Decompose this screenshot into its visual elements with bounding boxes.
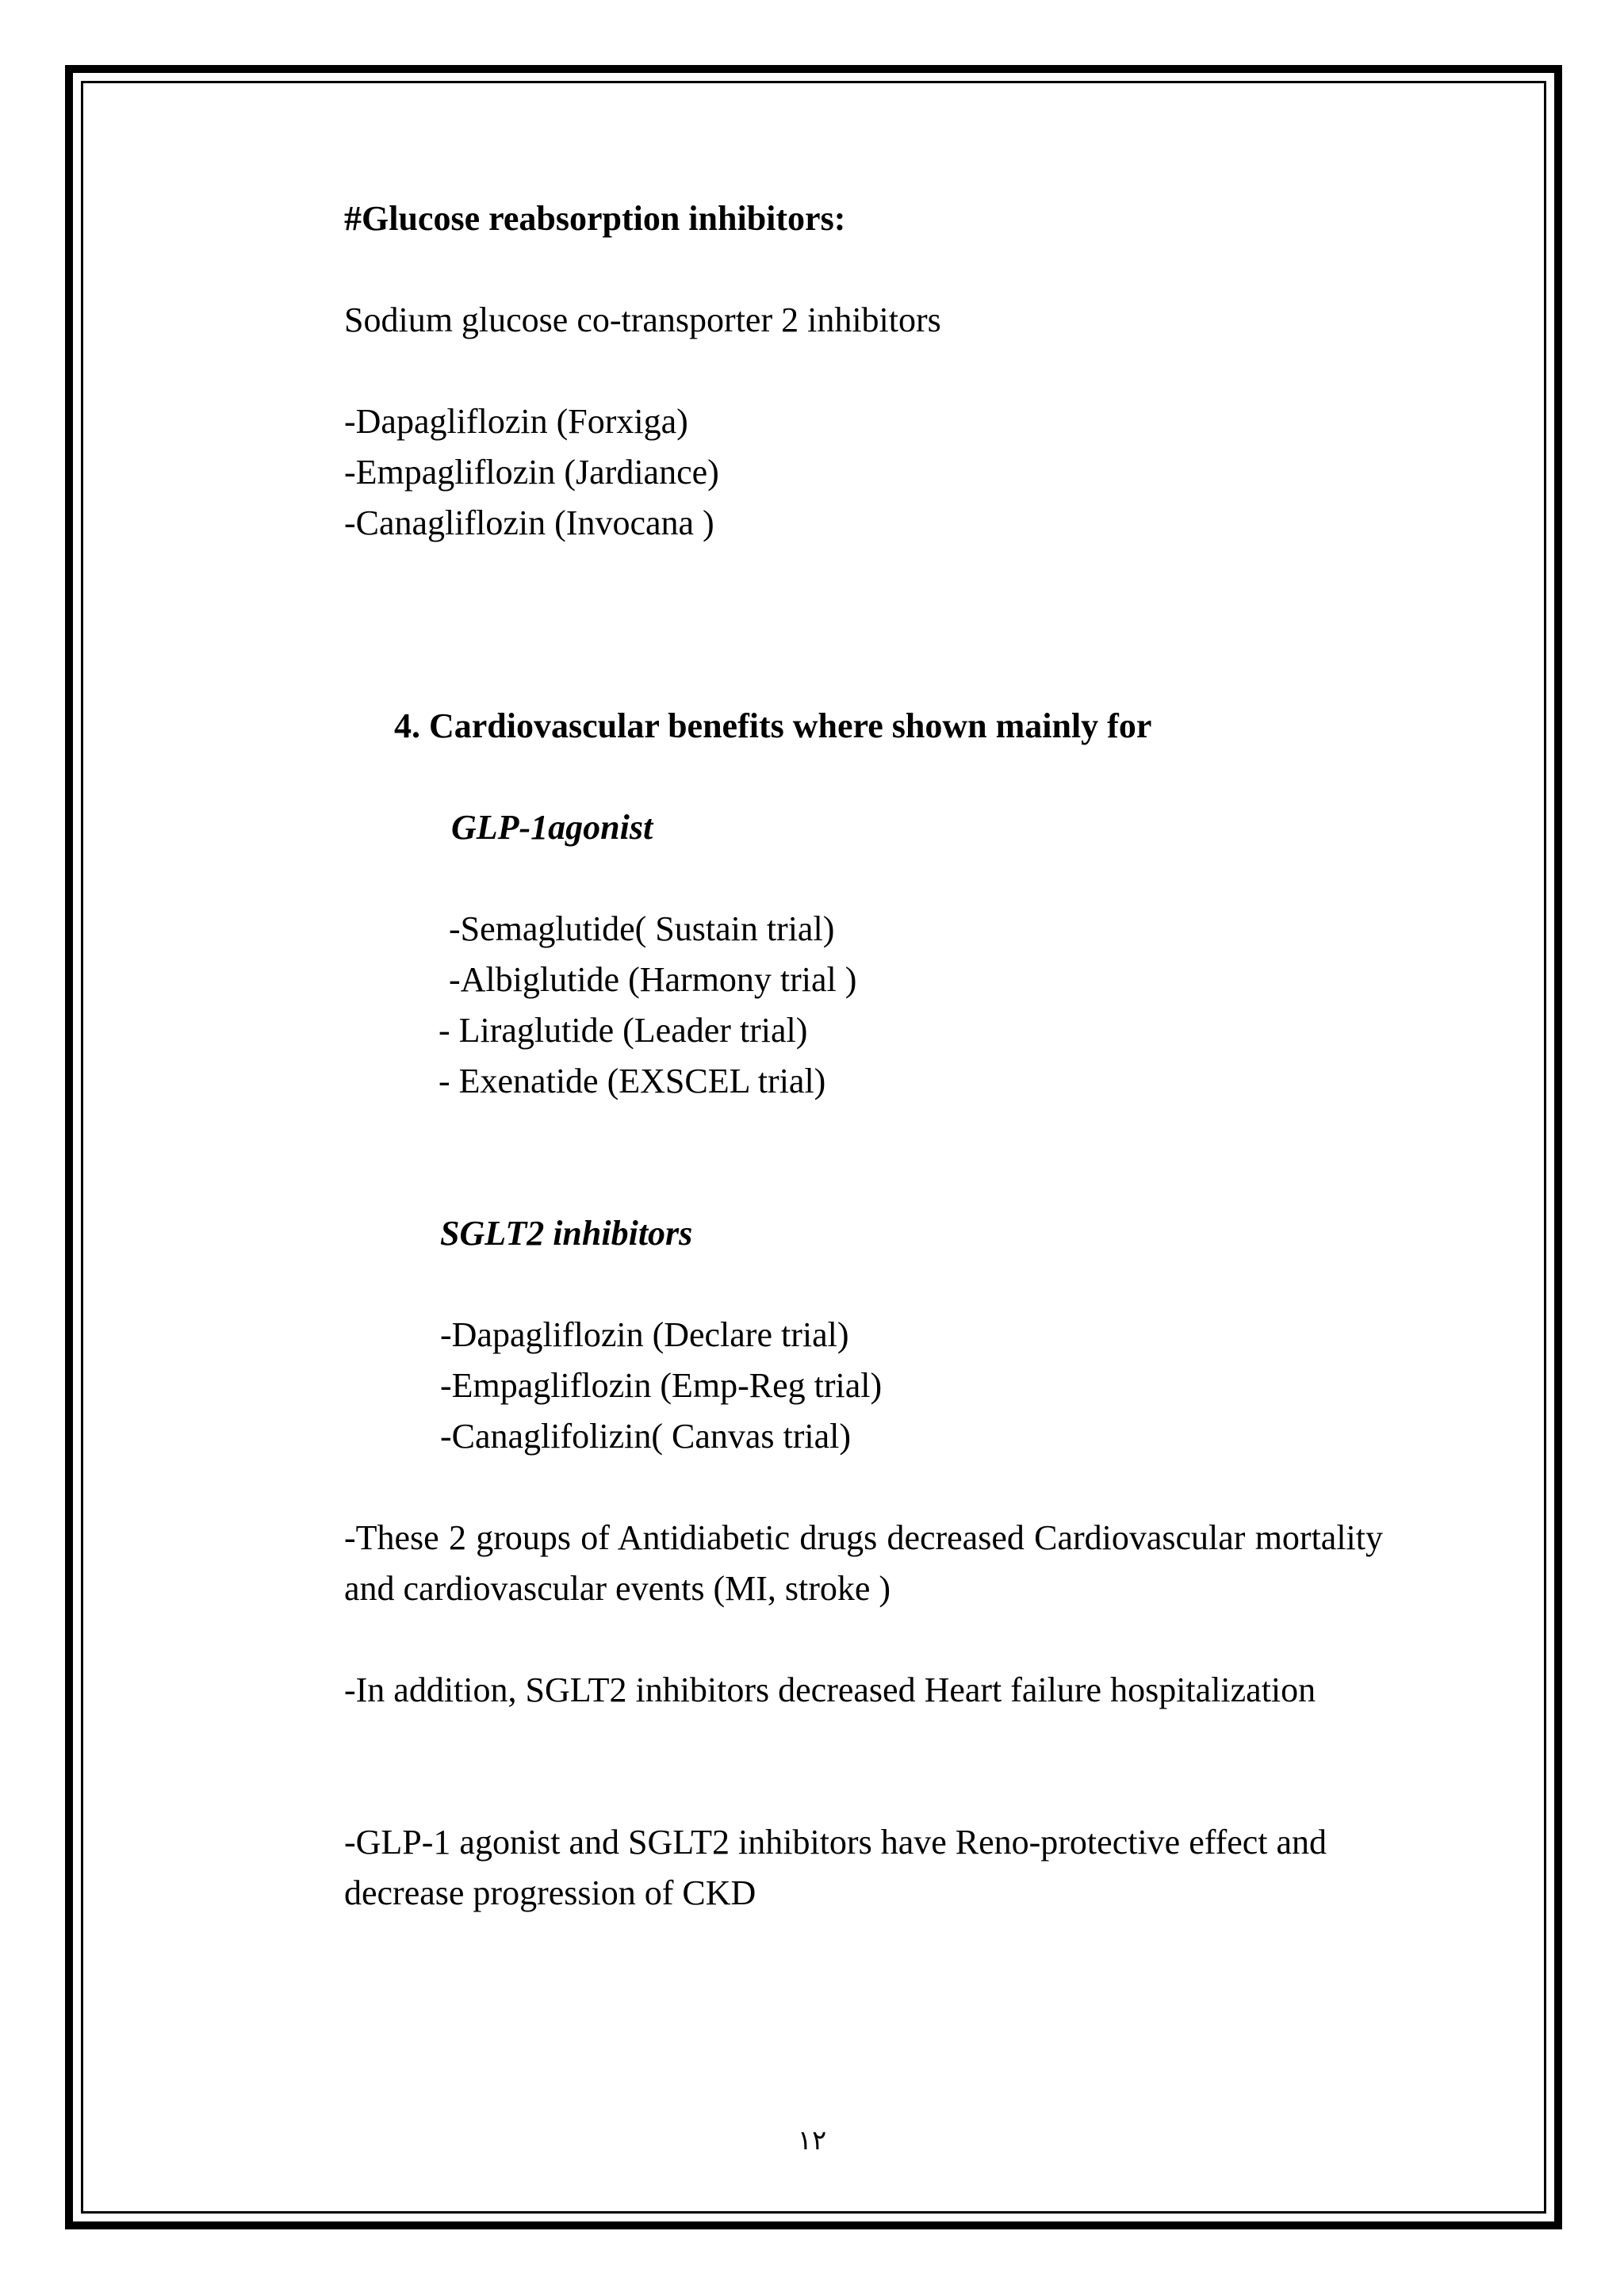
subheading-sglt2-inhibitors: SGLT2 inhibitors [440,1214,693,1253]
trial-list-item: - Exenatide (EXSCEL trial) [439,1062,826,1100]
trial-list-item: -Canaglifolizin( Canvas trial) [440,1417,852,1456]
paragraph-heart-failure: -In addition, SGLT2 inhibitors decreased Heart failure hospitalization [344,1670,1316,1709]
drug-list-item: -Canagliflozin (Invocana ) [344,503,714,542]
trial-list-item: -Semaglutide( Sustain trial) [449,909,835,948]
paragraph-cardiovascular-mortality: -These 2 groups of Antidiabetic drugs decreased Cardiovascular mortality and cardiovascular events (MI, stroke ) [344,1518,1383,1608]
page-number: ١٢ [797,2126,827,2156]
paragraph-reno-protective: -GLP-1 agonist and SGLT2 inhibitors have Reno-protective effect and decrease progression of CKD [344,1823,1327,1912]
subheading-glp1-agonist: GLP-1agonist [451,808,653,847]
trial-list-item: -Albiglutide (Harmony trial ) [449,960,857,999]
drug-list-item: -Dapagliflozin (Forxiga) [344,402,688,441]
trial-list-item: - Liraglutide (Leader trial) [439,1011,808,1050]
trial-list-item: -Dapagliflozin (Declare trial) [440,1315,849,1354]
trial-list-item: -Empagliflozin (Emp-Reg trial) [440,1366,883,1405]
section-heading-glucose-reabsorption-inhibitors: #Glucose reabsorption inhibitors: [344,199,846,238]
section-heading-cardiovascular-benefits: 4. Cardiovascular benefits where shown mainly for [394,706,1152,745]
section-subtitle-sglt2: Sodium glucose co-transporter 2 inhibitors [344,300,941,339]
drug-list-item: -Empagliflozin (Jardiance) [344,453,719,492]
